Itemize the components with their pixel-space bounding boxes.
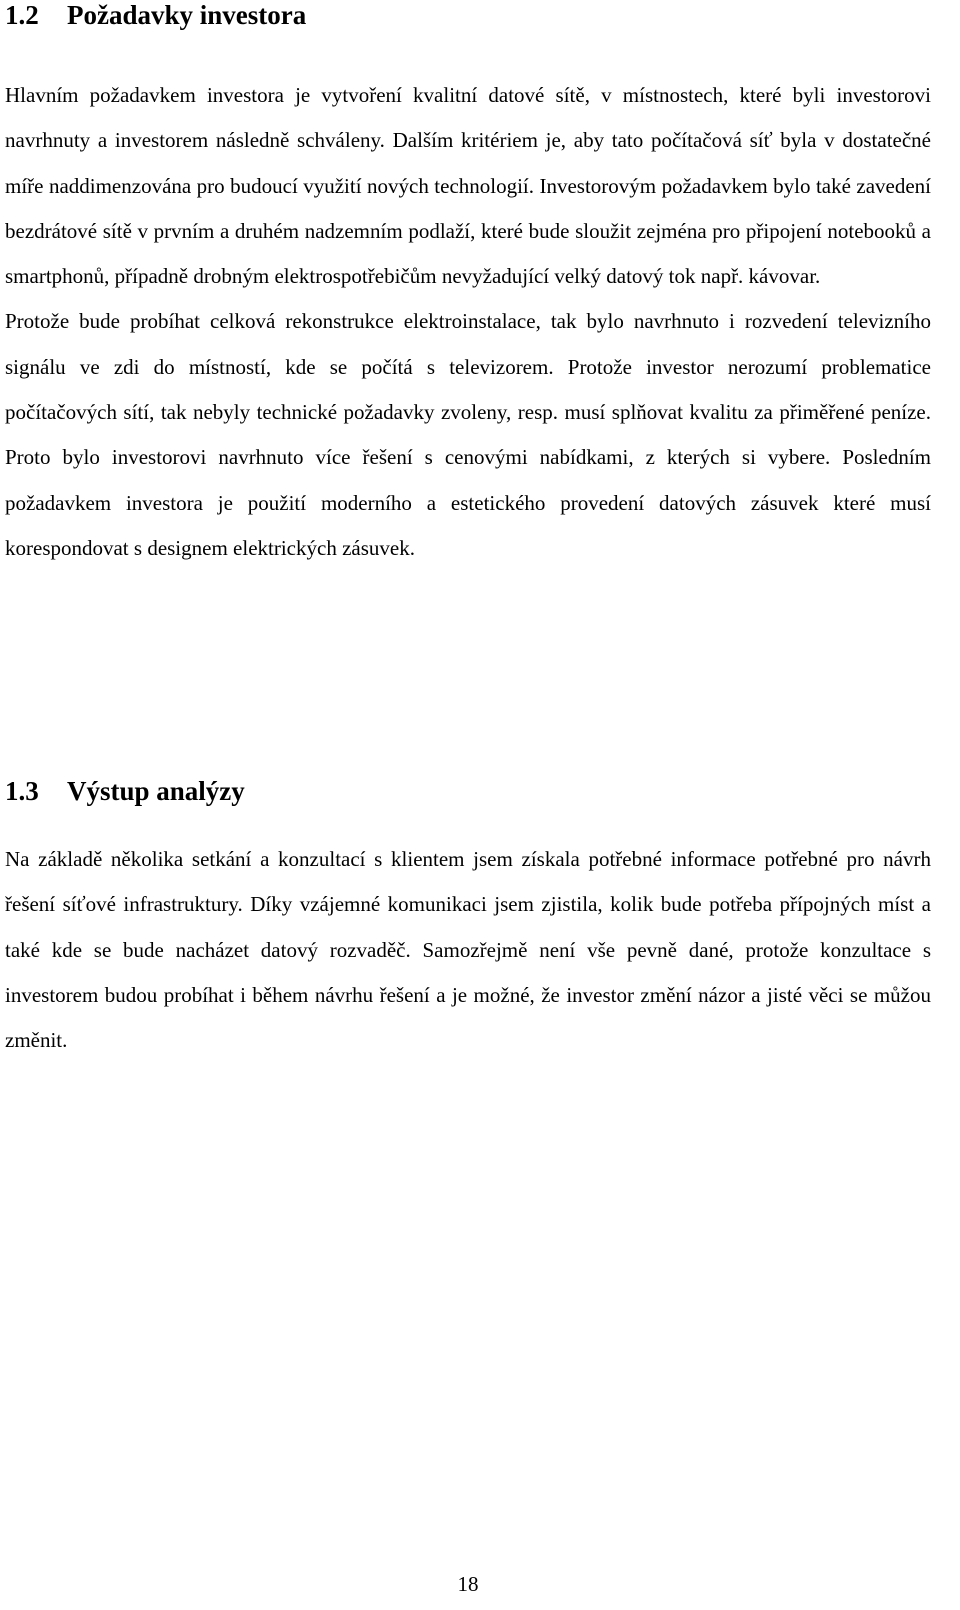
section-pozadavky-investora — [5, 0, 931, 571]
section-body — [5, 73, 931, 571]
paragraph: Na základě několika setkání a konzultací s klientem jsem získala potřebné informace potřebné pro návrh řešení síťové infrastruktury. Díky vzájemné komunikaci jsem zjistila, kolik bude potřeba přípojných míst a také kde se bude nacházet datový rozvaděč. Samozřejmě není vše pevně dané, protože konzultace s investorem budou probíhat i během návrhu řešení a je možné, že investor změní názor a jisté věci se můžou změnit. — [5, 847, 931, 1053]
paragraph: Hlavním požadavkem investora je vytvoření kvalitní datové sítě, v místnostech, které byli investorovi navrhnuty a investorem následně schváleny. Dalším kritériem je, aby tato počítačová síť byla v dostatečné míře naddimenzována pro budoucí využití nových technologií. Investorovým požadavkem bylo také zavedení bezdrátové sítě v prvním a druhém nadzemním podlaží, které bude sloužit zejména pro připojení notebooků a smartphonů, případně drobným elektrospotřebičům nevyžadující velký datový tok např. kávovar. — [5, 83, 931, 289]
section-number: 1.2 — [5, 0, 39, 30]
section-heading — [5, 0, 931, 30]
section-body — [5, 837, 931, 1063]
section-number: 1.3 — [5, 776, 39, 806]
section-vystup-analyzy — [5, 776, 931, 1063]
section-title: Požadavky investora — [67, 0, 307, 30]
paragraph: Protože bude probíhat celková rekonstrukce elektroinstalace, tak bylo navrhnuto i rozvedení televizního signálu ve zdi do místností, kde se počítá s televizorem. Protože investor nerozumí problematice počítačových sítí, tak nebyly technické požadavky zvoleny, resp. musí splňovat kvalitu za přiměřené peníze. Proto bylo investorovi navrhnuto více řešení s cenovými nabídkami, z kterých si vybere. Posledním požadavkem investora je použití moderního a estetického provedení datových zásuvek které musí korespondovat s designem elektrických zásuvek. — [5, 309, 931, 560]
section-title: Výstup analýzy — [67, 776, 245, 806]
page-number: 18 — [457, 1572, 479, 1596]
section-heading — [5, 776, 931, 806]
